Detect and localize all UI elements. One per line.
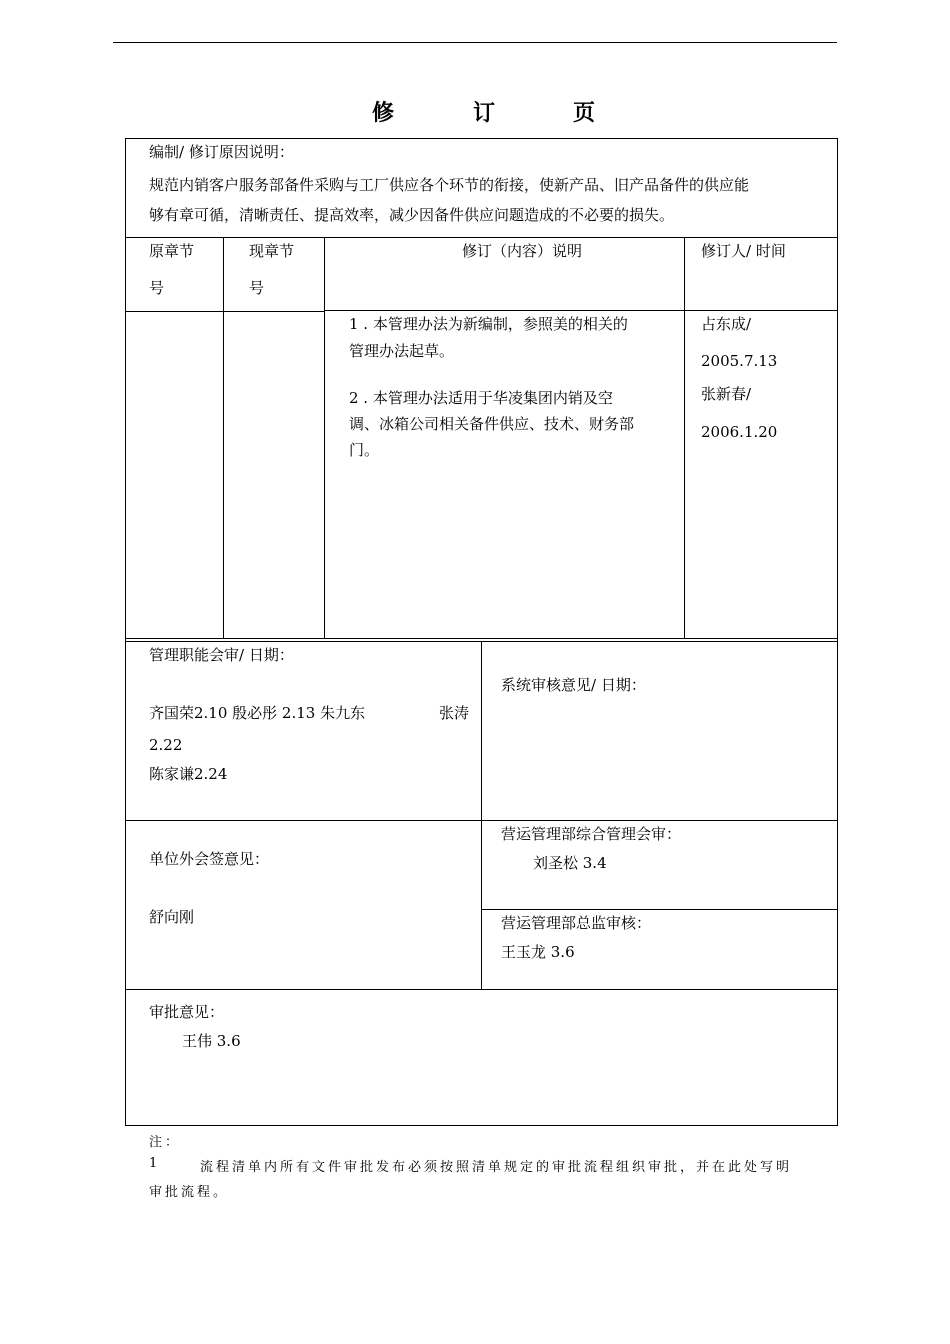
header-current-chapter-line-1: 现章节 bbox=[249, 242, 295, 260]
header-original-chapter-line-1: 原章节 bbox=[149, 242, 195, 260]
approval-label: 审批意见： bbox=[149, 1003, 225, 1021]
mgmt-review-names: 齐国荣2.10 殷必彤 2.13 朱九东 bbox=[149, 704, 366, 722]
note-text-line-2: 审批流程。 bbox=[149, 1185, 230, 1200]
director-review-name: 王玉龙 3.6 bbox=[501, 943, 575, 961]
header-current-chapter-line-2: 号 bbox=[249, 279, 265, 297]
director-review-label: 营运管理部总监审核： bbox=[501, 914, 652, 932]
reviser-date: 2006.1.20 bbox=[701, 423, 778, 441]
unit-countersign-name: 舒向刚 bbox=[149, 908, 195, 926]
reviser-name: 占东成/ bbox=[701, 315, 752, 333]
revision-item-line: 调、冰箱公司相关备件供应、技术、财务部 bbox=[349, 415, 635, 433]
ops-review-name: 刘圣松 3.4 bbox=[533, 854, 607, 872]
note-text-line-1: 流程清单内所有文件审批发布必须按照清单规定的审批流程组织审批，并在此处写明 bbox=[200, 1160, 793, 1175]
notes-label: 注： bbox=[149, 1135, 182, 1150]
system-review-label: 系统审核意见/ 日期： bbox=[501, 676, 646, 694]
header-rule bbox=[113, 42, 837, 43]
reviser-name: 张新春/ bbox=[701, 385, 752, 403]
revision-item-line: 管理办法起草。 bbox=[349, 342, 455, 360]
mgmt-review-label: 管理职能会审/ 日期： bbox=[149, 646, 294, 664]
header-reviser-time: 修订人/ 时间 bbox=[701, 242, 786, 260]
reason-text-line-1: 规范内销客户服务部备件采购与工厂供应各个环节的衔接，使新产品、旧产品备件的供应能 bbox=[149, 176, 750, 194]
revision-item-line: 1 . 本管理办法为新编制，参照美的相关的 bbox=[349, 315, 628, 333]
ops-review-label: 营运管理部综合管理会审： bbox=[501, 825, 682, 843]
page-title-char-1: 修 bbox=[372, 101, 395, 126]
approval-name: 王伟 3.6 bbox=[182, 1032, 241, 1050]
mgmt-review-names: 2.22 bbox=[149, 736, 183, 754]
header-revision-description: 修订（内容）说明 bbox=[462, 242, 583, 260]
reason-text-line-2: 够有章可循，清晰责任、提高效率，减少因备件供应问题造成的不必要的损失。 bbox=[149, 206, 675, 224]
note-number: 1 bbox=[149, 1156, 161, 1171]
header-original-chapter-line-2: 号 bbox=[149, 279, 165, 297]
mgmt-review-names: 张涛 bbox=[439, 704, 470, 722]
reason-label: 编制/ 修订原因说明： bbox=[149, 143, 294, 161]
revision-item-line: 2 . 本管理办法适用于华凌集团内销及空 bbox=[349, 389, 613, 407]
reviser-date: 2005.7.13 bbox=[701, 352, 778, 370]
page-title-char-3: 页 bbox=[573, 101, 596, 126]
revision-item-line: 门。 bbox=[349, 441, 380, 459]
page-title-char-2: 订 bbox=[473, 101, 496, 126]
mgmt-review-names: 陈家谦2.24 bbox=[149, 765, 228, 783]
unit-countersign-label: 单位外会签意见： bbox=[149, 850, 270, 868]
